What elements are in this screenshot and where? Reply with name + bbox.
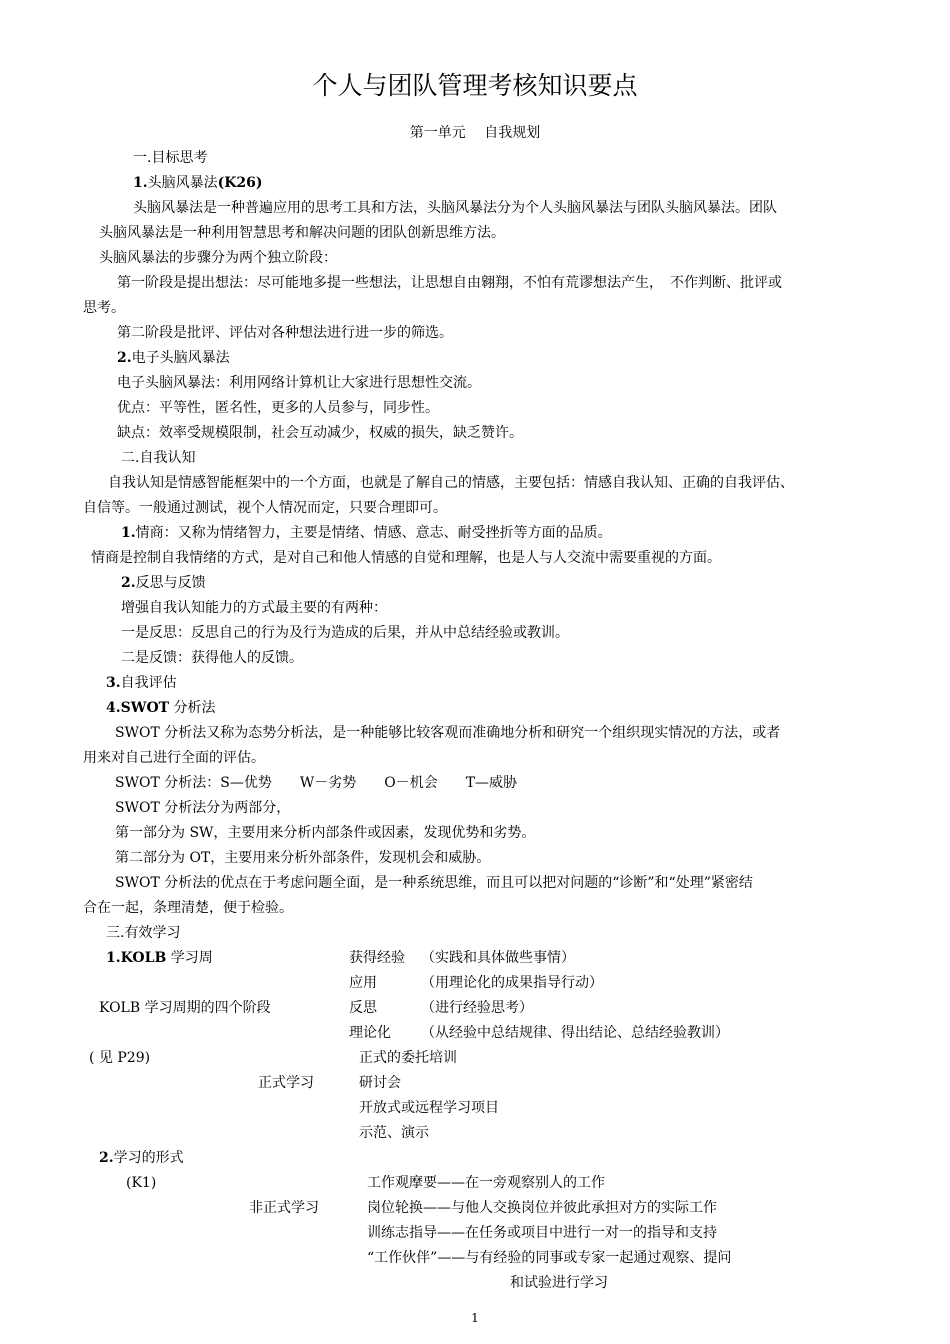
- subheading: [106, 698, 216, 718]
- kolb-stage-name: 反思: [349, 1000, 377, 1016]
- paragraph: 头脑风暴法是一种普遍应用的思考工具和方法，头脑风暴法分为个人头脑风暴法与团队头脑风暴法。团队: [133, 200, 777, 216]
- subheading: [121, 523, 612, 543]
- paragraph: 增强自我认知能力的方式最主要的有两种：: [121, 600, 387, 616]
- subheading-number: 2.: [121, 575, 136, 591]
- subheading: [99, 1148, 184, 1168]
- paragraph: 第一阶段是提出想法：尽可能地多提一些想法，让思想自由翱翔，不怕有荒谬想法产生， 不作判断、批评或: [117, 275, 782, 291]
- subheading-text: 学习周: [166, 950, 213, 966]
- page-number: 1: [471, 1311, 479, 1325]
- paragraph: SWOT 分析法又称为态势分析法，是一种能够比较客观而准确地分析和研究一个组织现实情况的方法，或者: [115, 725, 781, 741]
- subheading-number: 1.: [121, 525, 136, 541]
- paragraph: SWOT 分析法的优点在于考虑问题全面，是一种系统思维，而且可以把对问题的“诊断”和“处理”紧密结: [115, 875, 753, 891]
- informal-learning-label: 非正式学习: [249, 1200, 319, 1216]
- unit-heading: 第一单元 自我规划: [409, 125, 541, 141]
- paragraph: 自我认知是情感智能框架中的一个方面，也就是了解自己的情感，主要包括：情感自我认知、正确的自我评估、: [108, 475, 794, 491]
- formal-learning-label: 正式学习: [258, 1075, 314, 1091]
- subheading: [106, 948, 213, 968]
- kolb-stage-desc: （用理论化的成果指导行动）: [421, 975, 603, 991]
- subheading-text: 电子头脑风暴法: [131, 350, 230, 366]
- subheading-text: 情商：又称为情绪智力，主要是情绪、情感、意志、耐受挫折等方面的品质。: [135, 525, 612, 541]
- subheading-text: 自我评估: [120, 675, 177, 691]
- formal-item: 正式的委托培训: [359, 1050, 457, 1066]
- subheading-text: 反思与反馈: [135, 575, 206, 591]
- paragraph: 第二阶段是批评、评估对各种想法进行进一步的筛选。: [117, 325, 453, 341]
- kolb-stage-desc: （进行经验思考）: [421, 1000, 533, 1016]
- formal-item: 开放式或远程学习项目: [359, 1100, 499, 1116]
- paragraph: 思考。: [83, 300, 125, 316]
- formal-item: 示范、演示: [359, 1125, 429, 1141]
- subheading-number: 4.: [106, 700, 121, 716]
- subheading-text: 头脑风暴法: [147, 175, 218, 191]
- kolb-stage-desc: （从经验中总结规律、得出结论、总结经验教训）: [421, 1025, 729, 1041]
- subheading-bold: KOLB: [120, 950, 167, 966]
- subheading-number: 2.: [99, 1150, 114, 1166]
- paragraph: 头脑风暴法的步骤分为两个独立阶段：: [99, 250, 337, 266]
- formal-item: 研讨会: [359, 1075, 401, 1091]
- paragraph: 优点：平等性，匿名性，更多的人员参与，同步性。: [117, 400, 439, 416]
- kolb-label: KOLB 学习周期的四个阶段: [99, 1000, 271, 1016]
- kolb-stage-desc: （实践和具体做些事情）: [421, 950, 575, 966]
- paragraph: 一是反思：反思自己的行为及行为造成的后果，并从中总结经验或教训。: [121, 625, 569, 641]
- paragraph: 第一部分为 SW，主要用来分析内部条件或因素，发现优势和劣势。: [115, 825, 536, 841]
- informal-item: 工作观摩要——在一旁观察别人的工作: [367, 1175, 605, 1191]
- knowledge-code: (K1): [126, 1175, 157, 1191]
- kolb-stage-name: 获得经验: [349, 950, 405, 966]
- subheading-text: 学习的形式: [113, 1150, 184, 1166]
- subheading-text: 分析法: [169, 700, 216, 716]
- paragraph: 自信等。一般通过测试，视个人情况而定，只要合理即可。: [83, 500, 447, 516]
- informal-item-continued: 和试验进行学习: [510, 1275, 608, 1291]
- informal-item: 训练志指导——在任务或项目中进行一对一的指导和支持: [367, 1225, 717, 1241]
- paragraph: SWOT 分析法分为两部分，: [115, 800, 291, 816]
- subheading: [106, 673, 177, 693]
- subheading: [133, 173, 263, 193]
- subheading: [121, 573, 206, 593]
- subheading-number: 1.: [106, 950, 121, 966]
- kolb-stage-name: 应用: [349, 975, 377, 991]
- subheading-number: 3.: [106, 675, 121, 691]
- subheading-number: 2.: [117, 350, 132, 366]
- paragraph: 情商是控制自我情绪的方式，是对自己和他人情感的自觉和理解，也是人与人交流中需要重视的方面。: [91, 550, 721, 566]
- kolb-stage-name: 理论化: [349, 1025, 391, 1041]
- paragraph: 合在一起，条理清楚，便于检验。: [83, 900, 293, 916]
- page-title: 个人与团队管理考核知识要点: [312, 71, 638, 100]
- subheading-bold: SWOT: [120, 700, 170, 716]
- informal-item: 岗位轮换——与他人交换岗位并彼此承担对方的实际工作: [367, 1200, 717, 1216]
- subheading: [117, 348, 230, 368]
- section-heading: 三.有效学习: [106, 925, 181, 941]
- paragraph: 二是反馈：获得他人的反馈。: [121, 650, 303, 666]
- paragraph: 缺点：效率受规模限制，社会互动减少，权威的损失，缺乏赞许。: [117, 425, 523, 441]
- paragraph: SWOT 分析法：S—优势 W－劣势 O－机会 T—威胁: [115, 775, 518, 791]
- informal-item: “工作伙伴”——与有经验的同事或专家一起通过观察、提问: [367, 1250, 732, 1266]
- page-reference: ( 见 P29): [89, 1050, 151, 1066]
- section-heading: 一.目标思考: [133, 150, 208, 166]
- paragraph: 头脑风暴法是一种利用智慧思考和解决问题的团队创新思维方法。: [99, 225, 505, 241]
- paragraph: 第二部分为 OT，主要用来分析外部条件，发现机会和威胁。: [115, 850, 491, 866]
- paragraph: 用来对自己进行全面的评估。: [83, 750, 265, 766]
- section-heading: 二.自我认知: [121, 450, 196, 466]
- subheading-number: 1.: [133, 175, 148, 191]
- paragraph: 电子头脑风暴法：利用网络计算机让大家进行思想性交流。: [117, 375, 481, 391]
- subheading-code: (K26): [217, 175, 263, 191]
